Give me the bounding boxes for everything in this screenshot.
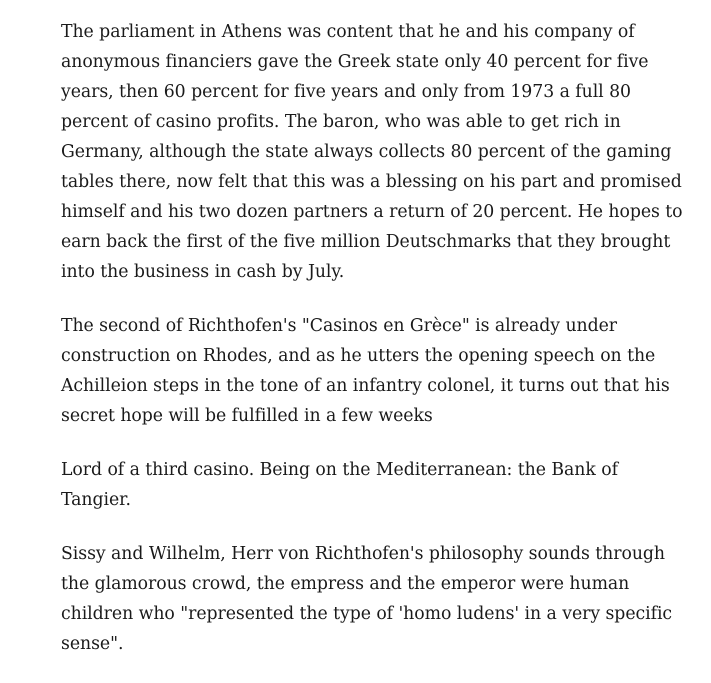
- text-line: percent of casino profits. The baron, who was able to get rich in: [61, 112, 621, 132]
- text-line: children who "represented the type of 'homo ludens' in a very specific: [61, 604, 673, 624]
- text-line: secret hope will be fulfilled in a few weeks: [61, 406, 433, 426]
- text-line: The parliament in Athens was content that he and his company of: [61, 22, 635, 42]
- text-line: Germany, although the state always collects 80 percent of the gaming: [61, 142, 672, 162]
- text-line: into the business in cash by July.: [61, 262, 345, 282]
- text-line: anonymous financiers gave the Greek state only 40 percent for five: [61, 52, 649, 72]
- paragraph-4: [61, 539, 691, 659]
- text-line: the glamorous crowd, the empress and the emperor were human: [61, 574, 630, 594]
- text-line: Lord of a third casino. Being on the Mediterranean: the Bank of: [61, 460, 618, 480]
- text-line: The second of Richthofen's "Casinos en Grèce" is already under: [61, 316, 618, 336]
- text-line: Achilleion steps in the tone of an infantry colonel, it turns out that his: [61, 376, 670, 396]
- text-line: tables there, now felt that this was a blessing on his part and promised: [61, 172, 682, 192]
- paragraph-3: [61, 455, 691, 515]
- text-line: earn back the first of the five million Deutschmarks that they brought: [61, 232, 671, 252]
- text-line: himself and his two dozen partners a return of 20 percent. He hopes to: [61, 202, 683, 222]
- paragraph-2: [61, 311, 691, 431]
- text-line: sense".: [61, 634, 124, 654]
- text-line: years, then 60 percent for five years and only from 1973 a full 80: [61, 82, 631, 102]
- text-line: Sissy and Wilhelm, Herr von Richthofen's philosophy sounds through: [61, 544, 665, 564]
- text-line: construction on Rhodes, and as he utters the opening speech on the: [61, 346, 656, 366]
- text-line: Tangier.: [61, 490, 131, 510]
- paragraph-1: [61, 17, 691, 287]
- article-body: [61, 17, 691, 683]
